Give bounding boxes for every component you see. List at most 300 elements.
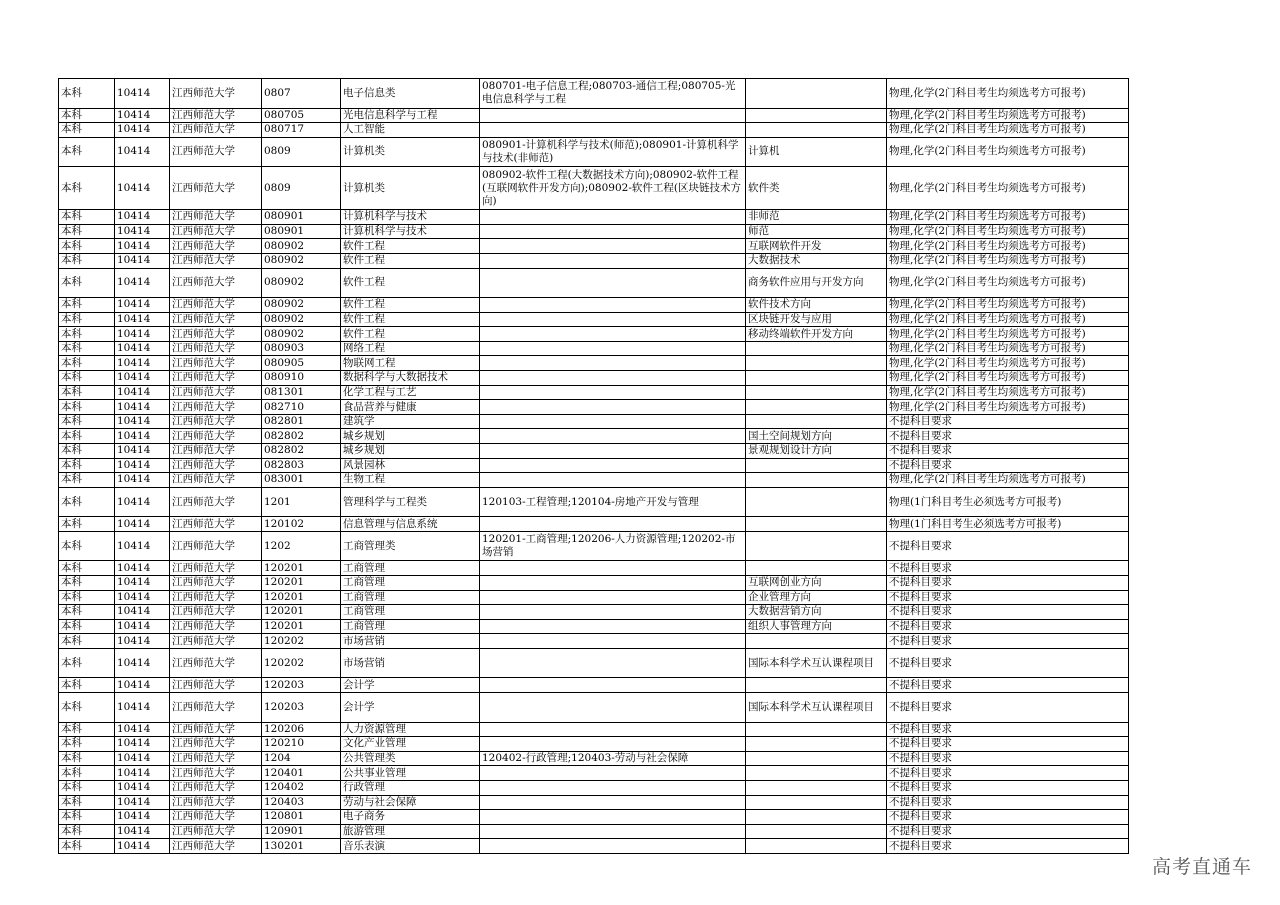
major-name-cell: 管理科学与工程类 [341, 487, 480, 517]
school-name-cell: 江西师范大学 [170, 737, 262, 752]
major-name-cell: 网络工程 [341, 341, 480, 356]
table-row [59, 605, 1129, 620]
included-majors-cell [480, 517, 746, 532]
school-code-cell: 10414 [115, 312, 170, 327]
included-majors-cell [480, 210, 746, 225]
subject-requirement-cell: 物理,化学(2门科目考生均须选考方可报考) [887, 210, 1129, 225]
major-name-cell: 市场营销 [341, 634, 480, 649]
level-cell: 本科 [59, 810, 115, 825]
subject-requirement-cell: 不提科目要求 [887, 737, 1129, 752]
school-code-cell: 10414 [115, 108, 170, 123]
subject-requirement-cell: 不提科目要求 [887, 810, 1129, 825]
table-row [59, 327, 1129, 342]
subject-requirement-cell: 不提科目要求 [887, 590, 1129, 605]
major-code-cell: 1202 [262, 531, 341, 561]
major-code-cell: 120403 [262, 795, 341, 810]
included-majors-cell [480, 429, 746, 444]
table-row [59, 810, 1129, 825]
included-majors-cell: 120402-行政管理;120403-劳动与社会保障 [480, 751, 746, 766]
major-code-cell: 120201 [262, 605, 341, 620]
level-cell: 本科 [59, 429, 115, 444]
subject-requirement-cell: 物理,化学(2门科目考生均须选考方可报考) [887, 239, 1129, 254]
level-cell: 本科 [59, 268, 115, 298]
major-name-cell: 电子商务 [341, 810, 480, 825]
subject-requirement-cell: 物理,化学(2门科目考生均须选考方可报考) [887, 123, 1129, 138]
included-majors-cell [480, 575, 746, 590]
remark-cell [746, 795, 887, 810]
subject-requirement-cell: 物理,化学(2门科目考生均须选考方可报考) [887, 356, 1129, 371]
level-cell: 本科 [59, 751, 115, 766]
school-name-cell: 江西师范大学 [170, 766, 262, 781]
included-majors-cell [480, 253, 746, 268]
major-code-cell: 082803 [262, 458, 341, 473]
table-row [59, 298, 1129, 313]
remark-cell: 软件类 [746, 167, 887, 210]
school-code-cell: 10414 [115, 400, 170, 415]
level-cell: 本科 [59, 473, 115, 488]
school-code-cell: 10414 [115, 810, 170, 825]
school-code-cell: 10414 [115, 605, 170, 620]
level-cell: 本科 [59, 648, 115, 678]
remark-cell: 移动终端软件开发方向 [746, 327, 887, 342]
included-majors-cell [480, 414, 746, 429]
school-name-cell: 江西师范大学 [170, 561, 262, 576]
major-code-cell: 120201 [262, 561, 341, 576]
remark-cell [746, 722, 887, 737]
remark-cell [746, 766, 887, 781]
subject-requirement-cell: 物理,化学(2门科目考生均须选考方可报考) [887, 473, 1129, 488]
remark-cell [746, 123, 887, 138]
level-cell: 本科 [59, 123, 115, 138]
included-majors-cell [480, 400, 746, 415]
level-cell: 本科 [59, 575, 115, 590]
table-row [59, 385, 1129, 400]
school-name-cell: 江西师范大学 [170, 473, 262, 488]
level-cell: 本科 [59, 108, 115, 123]
subject-requirement-cell: 物理,化学(2门科目考生均须选考方可报考) [887, 341, 1129, 356]
table-row [59, 108, 1129, 123]
major-name-cell: 人工智能 [341, 123, 480, 138]
school-code-cell: 10414 [115, 327, 170, 342]
included-majors-cell: 080701-电子信息工程;080703-通信工程;080705-光电信息科学与工程 [480, 79, 746, 109]
level-cell: 本科 [59, 634, 115, 649]
subject-requirement-cell: 不提科目要求 [887, 693, 1129, 723]
school-name-cell: 江西师范大学 [170, 678, 262, 693]
table-row [59, 780, 1129, 795]
included-majors-cell [480, 737, 746, 752]
school-name-cell: 江西师范大学 [170, 429, 262, 444]
included-majors-cell [480, 123, 746, 138]
major-name-cell: 市场营销 [341, 648, 480, 678]
enrollment-table [58, 78, 1129, 854]
remark-cell [746, 678, 887, 693]
major-name-cell: 工商管理类 [341, 531, 480, 561]
included-majors-cell [480, 810, 746, 825]
major-name-cell: 劳动与社会保障 [341, 795, 480, 810]
major-code-cell: 120202 [262, 648, 341, 678]
table-row [59, 268, 1129, 298]
subject-requirement-cell: 不提科目要求 [887, 561, 1129, 576]
level-cell: 本科 [59, 531, 115, 561]
major-name-cell: 信息管理与信息系统 [341, 517, 480, 532]
subject-requirement-cell: 不提科目要求 [887, 780, 1129, 795]
major-name-cell: 公共事业管理 [341, 766, 480, 781]
major-name-cell: 人力资源管理 [341, 722, 480, 737]
subject-requirement-cell: 不提科目要求 [887, 414, 1129, 429]
level-cell: 本科 [59, 605, 115, 620]
subject-requirement-cell: 物理(1门科目考生必须选考方可报考) [887, 487, 1129, 517]
subject-requirement-cell: 物理,化学(2门科目考生均须选考方可报考) [887, 268, 1129, 298]
major-code-cell: 120203 [262, 693, 341, 723]
school-name-cell: 江西师范大学 [170, 268, 262, 298]
major-code-cell: 080902 [262, 312, 341, 327]
major-code-cell: 120203 [262, 678, 341, 693]
included-majors-cell [480, 108, 746, 123]
school-name-cell: 江西师范大学 [170, 137, 262, 167]
subject-requirement-cell: 不提科目要求 [887, 751, 1129, 766]
remark-cell [746, 751, 887, 766]
school-code-cell: 10414 [115, 298, 170, 313]
table-row [59, 312, 1129, 327]
level-cell: 本科 [59, 414, 115, 429]
school-code-cell: 10414 [115, 458, 170, 473]
subject-requirement-cell: 不提科目要求 [887, 634, 1129, 649]
table-row [59, 517, 1129, 532]
table-row [59, 693, 1129, 723]
subject-requirement-cell: 物理,化学(2门科目考生均须选考方可报考) [887, 385, 1129, 400]
subject-requirement-cell: 不提科目要求 [887, 458, 1129, 473]
level-cell: 本科 [59, 356, 115, 371]
school-code-cell: 10414 [115, 766, 170, 781]
level-cell: 本科 [59, 517, 115, 532]
subject-requirement-cell: 物理,化学(2门科目考生均须选考方可报考) [887, 79, 1129, 109]
major-code-cell: 080717 [262, 123, 341, 138]
major-code-cell: 120801 [262, 810, 341, 825]
major-code-cell: 080902 [262, 239, 341, 254]
included-majors-cell [480, 444, 746, 459]
included-majors-cell [480, 371, 746, 386]
school-code-cell: 10414 [115, 648, 170, 678]
level-cell: 本科 [59, 590, 115, 605]
level-cell: 本科 [59, 210, 115, 225]
remark-cell: 景观规划设计方向 [746, 444, 887, 459]
remark-cell [746, 385, 887, 400]
school-name-cell: 江西师范大学 [170, 648, 262, 678]
school-code-cell: 10414 [115, 531, 170, 561]
level-cell: 本科 [59, 253, 115, 268]
major-name-cell: 软件工程 [341, 327, 480, 342]
school-name-cell: 江西师范大学 [170, 79, 262, 109]
table-row [59, 458, 1129, 473]
school-code-cell: 10414 [115, 167, 170, 210]
table-row [59, 590, 1129, 605]
level-cell: 本科 [59, 780, 115, 795]
major-name-cell: 风景园林 [341, 458, 480, 473]
major-code-cell: 082710 [262, 400, 341, 415]
level-cell: 本科 [59, 385, 115, 400]
school-code-cell: 10414 [115, 561, 170, 576]
school-name-cell: 江西师范大学 [170, 312, 262, 327]
school-name-cell: 江西师范大学 [170, 590, 262, 605]
school-code-cell: 10414 [115, 385, 170, 400]
included-majors-cell [480, 678, 746, 693]
level-cell: 本科 [59, 400, 115, 415]
school-name-cell: 江西师范大学 [170, 108, 262, 123]
level-cell: 本科 [59, 561, 115, 576]
included-majors-cell [480, 795, 746, 810]
remark-cell [746, 414, 887, 429]
major-code-cell: 080901 [262, 224, 341, 239]
remark-cell [746, 780, 887, 795]
major-name-cell: 计算机科学与技术 [341, 224, 480, 239]
school-code-cell: 10414 [115, 517, 170, 532]
remark-cell [746, 839, 887, 854]
subject-requirement-cell: 不提科目要求 [887, 722, 1129, 737]
school-name-cell: 江西师范大学 [170, 531, 262, 561]
included-majors-cell [480, 648, 746, 678]
remark-cell: 商务软件应用与开发方向 [746, 268, 887, 298]
major-code-cell: 080902 [262, 253, 341, 268]
major-name-cell: 文化产业管理 [341, 737, 480, 752]
major-name-cell: 会计学 [341, 693, 480, 723]
major-name-cell: 城乡规划 [341, 444, 480, 459]
remark-cell: 组织人事管理方向 [746, 619, 887, 634]
remark-cell [746, 737, 887, 752]
major-name-cell: 工商管理 [341, 619, 480, 634]
included-majors-cell [480, 634, 746, 649]
subject-requirement-cell: 物理,化学(2门科目考生均须选考方可报考) [887, 327, 1129, 342]
major-code-cell: 083001 [262, 473, 341, 488]
subject-requirement-cell: 物理,化学(2门科目考生均须选考方可报考) [887, 167, 1129, 210]
school-name-cell: 江西师范大学 [170, 444, 262, 459]
table-row [59, 839, 1129, 854]
included-majors-cell: 080902-软件工程(大数据技术方向);080902-软件工程(互联网软件开发方向);080902-软件工程(区块链技术方向) [480, 167, 746, 210]
major-name-cell: 软件工程 [341, 268, 480, 298]
table-row [59, 737, 1129, 752]
remark-cell [746, 517, 887, 532]
subject-requirement-cell: 不提科目要求 [887, 795, 1129, 810]
major-code-cell: 0809 [262, 137, 341, 167]
school-code-cell: 10414 [115, 253, 170, 268]
subject-requirement-cell: 物理,化学(2门科目考生均须选考方可报考) [887, 108, 1129, 123]
table-row [59, 634, 1129, 649]
included-majors-cell [480, 693, 746, 723]
subject-requirement-cell: 不提科目要求 [887, 429, 1129, 444]
level-cell: 本科 [59, 312, 115, 327]
table-row [59, 722, 1129, 737]
major-code-cell: 0809 [262, 167, 341, 210]
table-row [59, 751, 1129, 766]
subject-requirement-cell: 物理,化学(2门科目考生均须选考方可报考) [887, 224, 1129, 239]
subject-requirement-cell: 不提科目要求 [887, 444, 1129, 459]
school-name-cell: 江西师范大学 [170, 356, 262, 371]
school-code-cell: 10414 [115, 341, 170, 356]
school-code-cell: 10414 [115, 751, 170, 766]
school-name-cell: 江西师范大学 [170, 517, 262, 532]
major-name-cell: 物联网工程 [341, 356, 480, 371]
table-row [59, 648, 1129, 678]
major-name-cell: 旅游管理 [341, 824, 480, 839]
included-majors-cell [480, 385, 746, 400]
level-cell: 本科 [59, 619, 115, 634]
major-code-cell: 081301 [262, 385, 341, 400]
level-cell: 本科 [59, 444, 115, 459]
remark-cell [746, 356, 887, 371]
included-majors-cell [480, 239, 746, 254]
included-majors-cell [480, 473, 746, 488]
level-cell: 本科 [59, 137, 115, 167]
school-code-cell: 10414 [115, 575, 170, 590]
subject-requirement-cell: 不提科目要求 [887, 839, 1129, 854]
school-code-cell: 10414 [115, 79, 170, 109]
school-name-cell: 江西师范大学 [170, 795, 262, 810]
table-row [59, 356, 1129, 371]
remark-cell [746, 371, 887, 386]
major-code-cell: 080902 [262, 327, 341, 342]
school-code-cell: 10414 [115, 137, 170, 167]
school-code-cell: 10414 [115, 356, 170, 371]
included-majors-cell [480, 327, 746, 342]
table-row [59, 224, 1129, 239]
major-name-cell: 软件工程 [341, 239, 480, 254]
school-name-cell: 江西师范大学 [170, 780, 262, 795]
school-code-cell: 10414 [115, 634, 170, 649]
school-name-cell: 江西师范大学 [170, 385, 262, 400]
level-cell: 本科 [59, 79, 115, 109]
remark-cell [746, 108, 887, 123]
major-name-cell: 软件工程 [341, 312, 480, 327]
subject-requirement-cell: 物理,化学(2门科目考生均须选考方可报考) [887, 371, 1129, 386]
major-name-cell: 软件工程 [341, 298, 480, 313]
major-code-cell: 120901 [262, 824, 341, 839]
school-code-cell: 10414 [115, 795, 170, 810]
major-name-cell: 音乐表演 [341, 839, 480, 854]
subject-requirement-cell: 不提科目要求 [887, 531, 1129, 561]
remark-cell: 师范 [746, 224, 887, 239]
table-row [59, 429, 1129, 444]
table-row [59, 487, 1129, 517]
included-majors-cell [480, 341, 746, 356]
major-name-cell: 工商管理 [341, 605, 480, 620]
school-code-cell: 10414 [115, 444, 170, 459]
remark-cell: 软件技术方向 [746, 298, 887, 313]
table-row [59, 167, 1129, 210]
remark-cell: 非师范 [746, 210, 887, 225]
table-row [59, 210, 1129, 225]
school-name-cell: 江西师范大学 [170, 327, 262, 342]
school-code-cell: 10414 [115, 429, 170, 444]
school-name-cell: 江西师范大学 [170, 341, 262, 356]
table-row [59, 414, 1129, 429]
school-code-cell: 10414 [115, 224, 170, 239]
remark-cell [746, 531, 887, 561]
remark-cell: 互联网创业方向 [746, 575, 887, 590]
major-code-cell: 082802 [262, 429, 341, 444]
table-row [59, 341, 1129, 356]
table-row [59, 79, 1129, 109]
remark-cell: 国际本科学术互认课程项目 [746, 648, 887, 678]
remark-cell: 国土空间规划方向 [746, 429, 887, 444]
major-code-cell: 082801 [262, 414, 341, 429]
major-code-cell: 120206 [262, 722, 341, 737]
subject-requirement-cell: 物理,化学(2门科目考生均须选考方可报考) [887, 253, 1129, 268]
level-cell: 本科 [59, 224, 115, 239]
school-name-cell: 江西师范大学 [170, 167, 262, 210]
level-cell: 本科 [59, 487, 115, 517]
major-name-cell: 光电信息科学与工程 [341, 108, 480, 123]
major-name-cell: 建筑学 [341, 414, 480, 429]
included-majors-cell: 080901-计算机科学与技术(师范);080901-计算机科学与技术(非师范) [480, 137, 746, 167]
remark-cell [746, 810, 887, 825]
major-code-cell: 080903 [262, 341, 341, 356]
table-row [59, 678, 1129, 693]
subject-requirement-cell: 不提科目要求 [887, 648, 1129, 678]
included-majors-cell [480, 561, 746, 576]
school-name-cell: 江西师范大学 [170, 634, 262, 649]
subject-requirement-cell: 不提科目要求 [887, 605, 1129, 620]
school-code-cell: 10414 [115, 780, 170, 795]
table-row [59, 575, 1129, 590]
level-cell: 本科 [59, 678, 115, 693]
major-name-cell: 数据科学与大数据技术 [341, 371, 480, 386]
remark-cell [746, 341, 887, 356]
level-cell: 本科 [59, 327, 115, 342]
included-majors-cell [480, 458, 746, 473]
major-code-cell: 120102 [262, 517, 341, 532]
table-row [59, 137, 1129, 167]
school-code-cell: 10414 [115, 619, 170, 634]
school-name-cell: 江西师范大学 [170, 693, 262, 723]
watermark: 高考直通车 [1151, 856, 1252, 878]
school-name-cell: 江西师范大学 [170, 239, 262, 254]
table-row [59, 795, 1129, 810]
major-code-cell: 120201 [262, 575, 341, 590]
remark-cell [746, 400, 887, 415]
major-code-cell: 120210 [262, 737, 341, 752]
remark-cell: 大数据营销方向 [746, 605, 887, 620]
subject-requirement-cell: 物理,化学(2门科目考生均须选考方可报考) [887, 312, 1129, 327]
included-majors-cell [480, 605, 746, 620]
major-name-cell: 电子信息类 [341, 79, 480, 109]
remark-cell: 大数据技术 [746, 253, 887, 268]
included-majors-cell [480, 619, 746, 634]
school-name-cell: 江西师范大学 [170, 400, 262, 415]
level-cell: 本科 [59, 239, 115, 254]
remark-cell: 区块链开发与应用 [746, 312, 887, 327]
included-majors-cell [480, 839, 746, 854]
table-row [59, 531, 1129, 561]
included-majors-cell: 120201-工商管理;120206-人力资源管理;120202-市场营销 [480, 531, 746, 561]
included-majors-cell [480, 780, 746, 795]
major-name-cell: 生物工程 [341, 473, 480, 488]
school-code-cell: 10414 [115, 590, 170, 605]
school-code-cell: 10414 [115, 371, 170, 386]
school-name-cell: 江西师范大学 [170, 210, 262, 225]
school-name-cell: 江西师范大学 [170, 751, 262, 766]
included-majors-cell: 120103-工程管理;120104-房地产开发与管理 [480, 487, 746, 517]
school-name-cell: 江西师范大学 [170, 298, 262, 313]
table-row [59, 239, 1129, 254]
school-name-cell: 江西师范大学 [170, 487, 262, 517]
major-name-cell: 计算机科学与技术 [341, 210, 480, 225]
school-code-cell: 10414 [115, 693, 170, 723]
included-majors-cell [480, 312, 746, 327]
major-name-cell: 会计学 [341, 678, 480, 693]
school-name-cell: 江西师范大学 [170, 810, 262, 825]
major-name-cell: 工商管理 [341, 590, 480, 605]
table-row [59, 561, 1129, 576]
major-code-cell: 080901 [262, 210, 341, 225]
